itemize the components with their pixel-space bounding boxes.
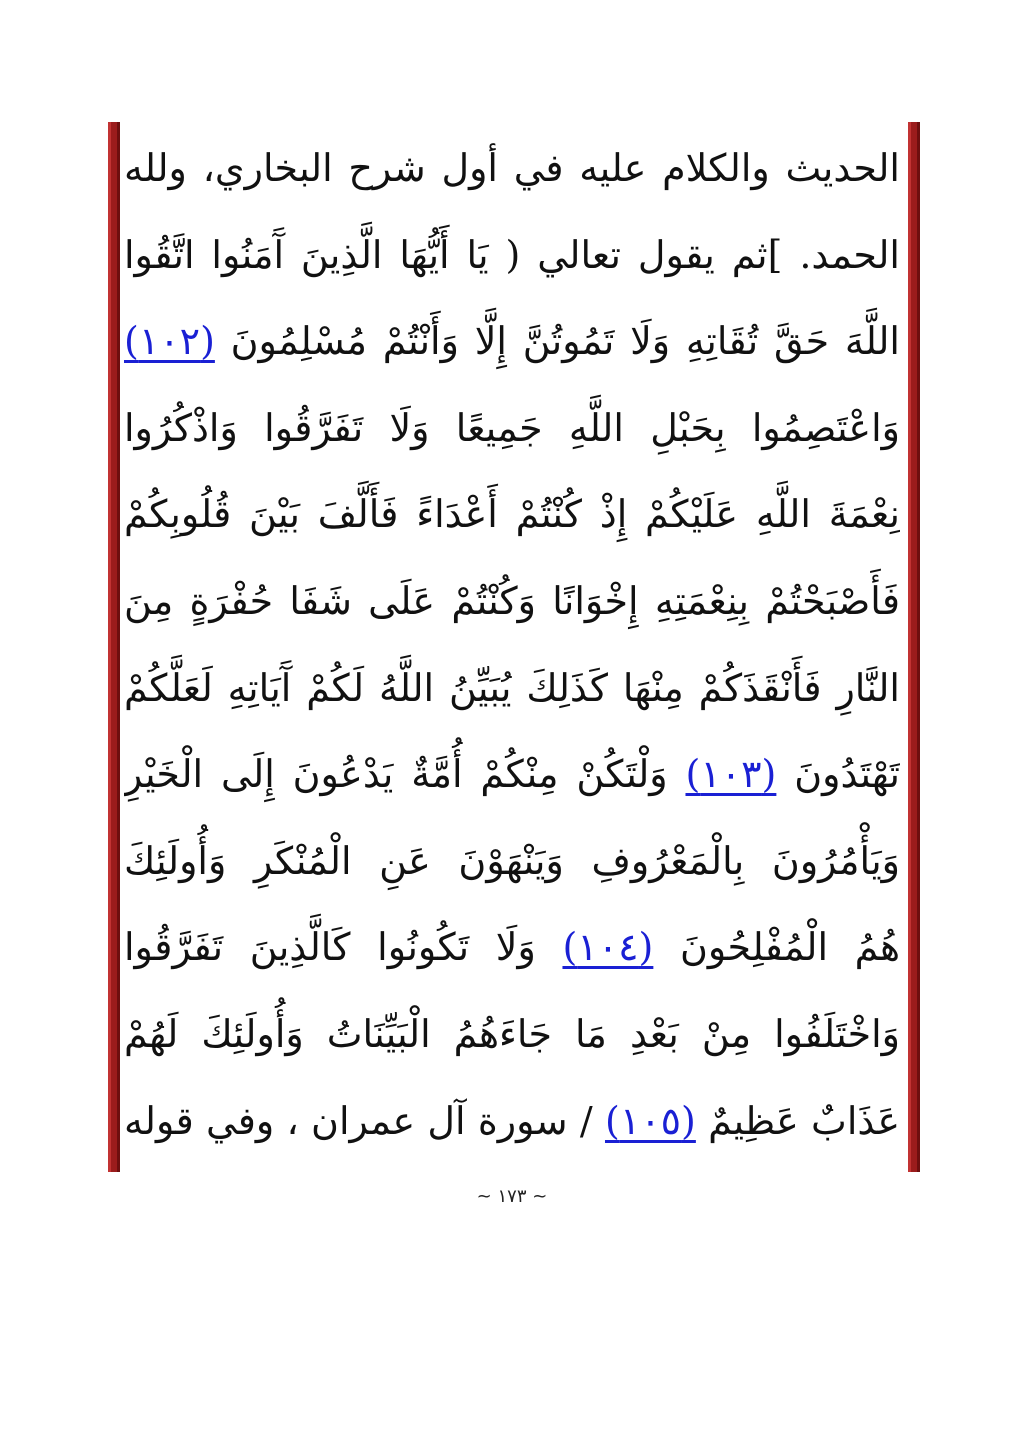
text-segment: النَّارِ فَأَنْقَذَكُمْ مِنْهَا كَذَلِكَ يُبَيِّنُ اللَّهُ لَكُمْ آَيَاتِهِ لَعَلَّكُمْ — [124, 665, 900, 710]
text-segment: وَاخْتَلَفُوا مِنْ بَعْدِ مَا جَاءَهُمُ الْبَيِّنَاتُ وَأُولَئِكَ لَهُمْ — [124, 1011, 900, 1056]
verse-reference-link[interactable]: (١٠٥) — [604, 1098, 696, 1143]
text-line — [124, 818, 900, 905]
text-segment: وَاعْتَصِمُوا بِحَبْلِ اللَّهِ جَمِيعًا وَلَا تَفَرَّقُوا وَاذْكُرُوا — [124, 405, 900, 450]
verse-reference-link[interactable]: (١٠٢) — [124, 319, 215, 364]
text-line — [124, 298, 900, 385]
page-border-right — [908, 122, 920, 1172]
text-line — [124, 1078, 900, 1165]
text-segment: الحديث والكلام عليه في أول شرح البخاري، ولله — [124, 146, 900, 190]
text-segment: وَلْتَكُنْ مِنْكُمْ أُمَّةٌ يَدْعُونَ إِلَى الْخَيْرِ — [124, 752, 686, 797]
text-segment: اللَّهَ حَقَّ تُقَاتِهِ وَلَا تَمُوتُنَّ إِلَّا وَأَنْتُمْ مُسْلِمُونَ — [214, 319, 900, 364]
text-segment: وَيَأْمُرُونَ بِالْمَعْرُوفِ وَيَنْهَوْنَ عَنِ الْمُنْكَرِ وَأُولَئِكَ — [124, 838, 900, 883]
text-line — [124, 645, 900, 732]
text-line — [124, 731, 900, 818]
text-line — [124, 125, 900, 212]
page-number: ~ ١٧٣ ~ — [476, 1186, 548, 1207]
page-border-left — [108, 122, 120, 1172]
text-segment: هُمُ الْمُفْلِحُونَ — [653, 925, 900, 970]
text-line — [124, 471, 900, 558]
text-line — [124, 385, 900, 472]
text-line — [124, 904, 900, 991]
text-line — [124, 212, 900, 299]
text-line — [124, 991, 900, 1078]
verse-reference-link[interactable]: (١٠٣) — [685, 752, 777, 797]
text-segment: فَأَصْبَحْتُمْ بِنِعْمَتِهِ إِخْوَانًا وَكُنْتُمْ عَلَى شَفَا حُفْرَةٍ مِنَ — [124, 578, 900, 623]
text-line — [124, 558, 900, 645]
page-body-text — [124, 125, 900, 1164]
text-segment: وَلَا تَكُونُوا كَالَّذِينَ تَفَرَّقُوا — [124, 925, 563, 970]
text-segment: تَهْتَدُونَ — [776, 752, 900, 797]
text-segment: الحمد. ]ثم يقول تعالي ( يَا أَيُّهَا الَّذِينَ آَمَنُوا اتَّقُوا — [124, 232, 900, 277]
verse-reference-link[interactable]: (١٠٤) — [562, 925, 654, 970]
text-segment: نِعْمَةَ اللَّهِ عَلَيْكُمْ إِذْ كُنْتُمْ أَعْدَاءً فَأَلَّفَ بَيْنَ قُلُوبِكُمْ — [124, 492, 900, 537]
text-segment: عَذَابٌ عَظِيمٌ — [695, 1098, 900, 1143]
text-segment: / سورة آل عمران ، وفي قوله — [124, 1098, 605, 1143]
